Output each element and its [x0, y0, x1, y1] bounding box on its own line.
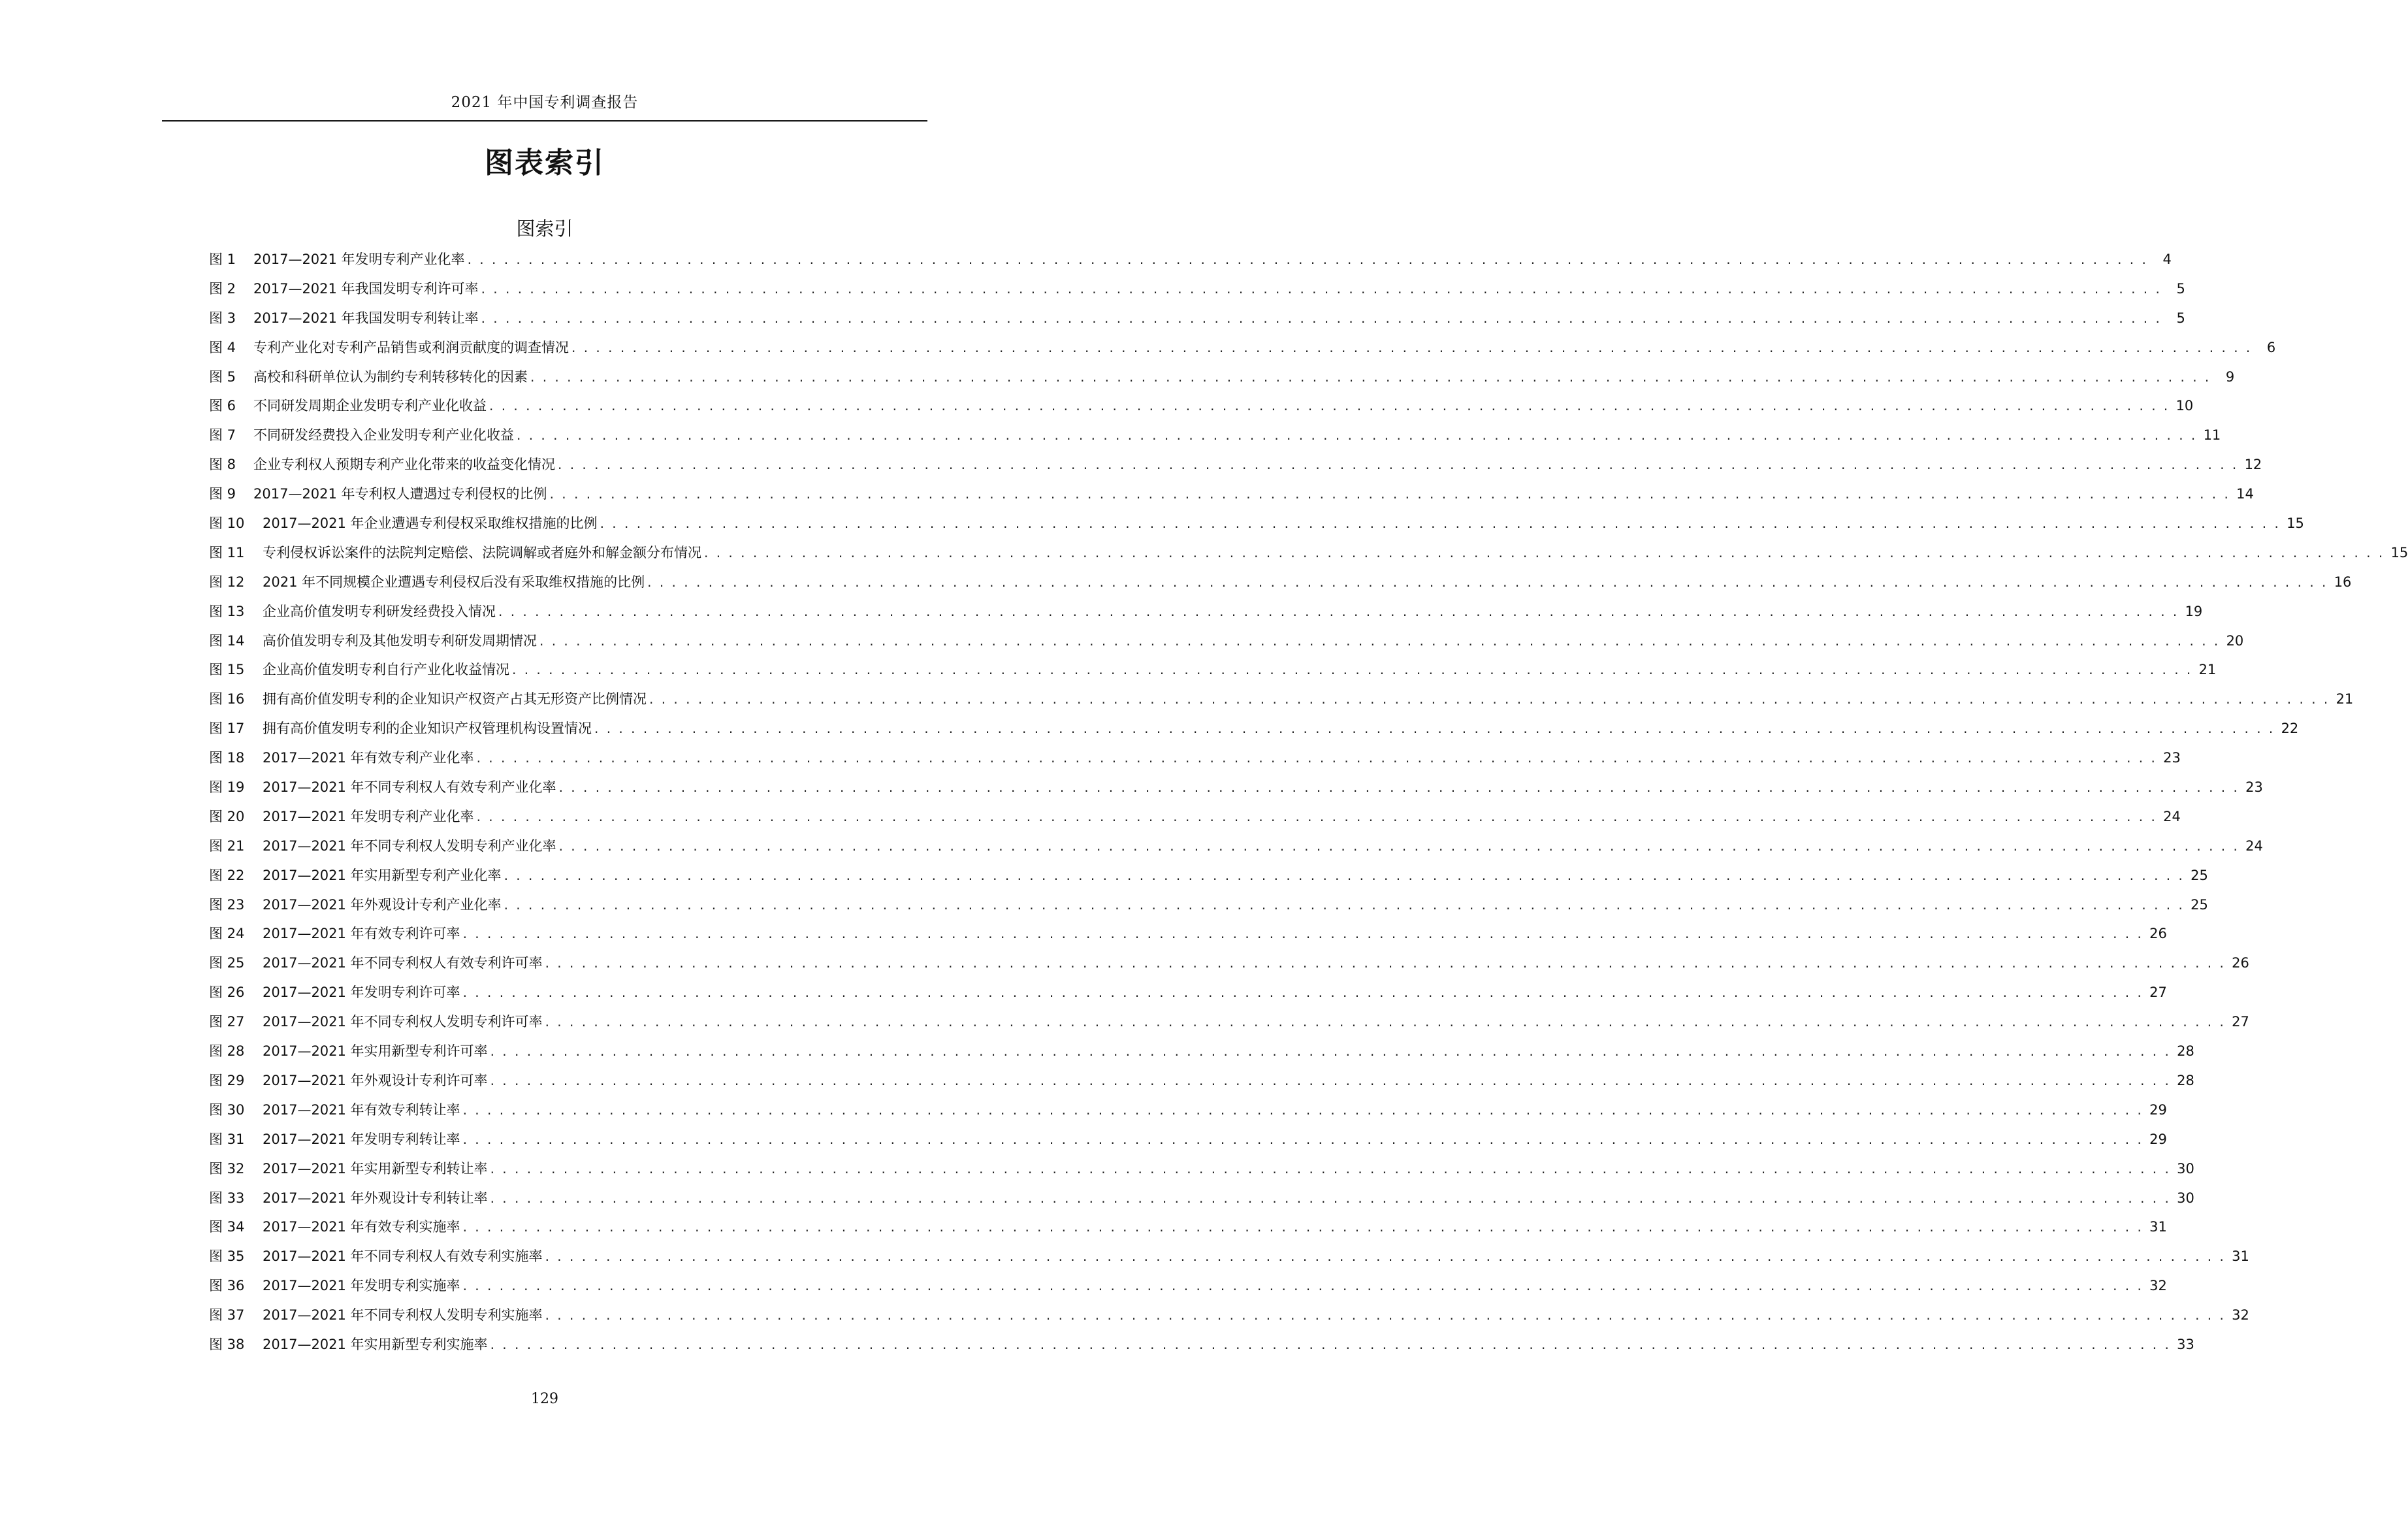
- toc-entry-label: 图 33: [209, 1190, 245, 1206]
- toc-entry-title[interactable]: 2017—2021 年发明专利转让率: [263, 1131, 460, 1147]
- dot-leader: [571, 333, 2252, 363]
- toc-entry[interactable]: [209, 391, 2194, 421]
- dot-leader: [545, 949, 2226, 978]
- toc-entry[interactable]: [209, 333, 2276, 363]
- toc-entry[interactable]: [209, 685, 2354, 714]
- toc-entry[interactable]: [209, 568, 2352, 597]
- toc-entry-title[interactable]: 拥有高价值发明专利的企业知识产权管理机构设置情况: [263, 721, 592, 737]
- toc-entry[interactable]: [209, 509, 2304, 538]
- dot-leader: [477, 743, 2157, 773]
- toc-entry-title[interactable]: 2017—2021 年我国发明专利许可率: [253, 280, 479, 297]
- dot-leader: [490, 1330, 2171, 1359]
- toc-entry-page[interactable]: 31: [2149, 1219, 2167, 1235]
- toc-entry-page[interactable]: 29: [2149, 1131, 2167, 1147]
- dot-leader: [600, 509, 2281, 538]
- toc-entry[interactable]: [209, 890, 2208, 920]
- toc-entry-page[interactable]: 21: [2198, 662, 2217, 678]
- dot-leader: [490, 1037, 2171, 1066]
- toc-entry-title[interactable]: 企业高价值发明专利研发经费投入情况: [263, 603, 496, 619]
- toc-entry[interactable]: [209, 1125, 2167, 1154]
- toc-entry[interactable]: [209, 1184, 2194, 1213]
- toc-entry-page[interactable]: 9: [2225, 368, 2235, 385]
- toc-entry[interactable]: [209, 363, 2235, 392]
- toc-entry-page[interactable]: 12: [2244, 457, 2262, 473]
- toc-entry-page[interactable]: 21: [2336, 691, 2354, 707]
- dot-leader: [512, 655, 2192, 685]
- dot-leader: [481, 304, 2162, 333]
- toc-entry-title[interactable]: 2017—2021 年实用新型专利实施率: [263, 1336, 488, 1352]
- dot-leader: [477, 802, 2157, 832]
- toc-entry-title[interactable]: 2017—2021 年发明专利许可率: [263, 984, 460, 1001]
- dot-leader: [545, 1301, 2226, 1330]
- toc-entry-title[interactable]: 2017—2021 年我国发明专利转让率: [253, 310, 479, 326]
- toc-entry-label: 图 35: [209, 1248, 245, 1265]
- dot-leader: [463, 1212, 2143, 1242]
- dot-leader: [489, 391, 2170, 421]
- toc-entry-page[interactable]: 20: [2226, 632, 2244, 649]
- toc-entry-page[interactable]: 32: [2232, 1307, 2249, 1324]
- toc-entry-page[interactable]: 27: [2232, 1014, 2249, 1030]
- toc-entry-label: 图 12: [209, 574, 245, 590]
- toc-entry[interactable]: [209, 655, 2217, 685]
- toc-entry-label: 图 8: [209, 457, 236, 473]
- dot-leader: [649, 685, 2330, 714]
- dot-leader: [558, 450, 2238, 480]
- dot-leader: [594, 714, 2275, 743]
- toc-entry-page[interactable]: 24: [2245, 837, 2263, 854]
- toc-entry[interactable]: [209, 245, 2172, 274]
- toc-entry-page[interactable]: 29: [2149, 1101, 2167, 1118]
- toc-entry-page[interactable]: 11: [2203, 427, 2221, 444]
- toc-entry-title[interactable]: 2017—2021 年企业遭遇专利侵权采取维权措施的比例: [263, 515, 598, 532]
- toc-entry-page[interactable]: 25: [2191, 896, 2208, 913]
- toc-entry-label: 图 16: [209, 691, 245, 707]
- section-title: 图索引: [516, 218, 573, 240]
- toc-entry-page[interactable]: 27: [2149, 984, 2167, 1001]
- toc-entry-title[interactable]: 2017—2021 年专利权人遭遇过专利侵权的比例: [253, 486, 547, 502]
- toc-entry-label: 图 6: [209, 398, 236, 414]
- toc-entry-title[interactable]: 2017—2021 年不同专利权人有效专利实施率: [263, 1248, 543, 1265]
- toc-entry-page[interactable]: 26: [2149, 926, 2167, 942]
- toc-entry[interactable]: [209, 1330, 2194, 1359]
- toc-entry-label: 图 20: [209, 808, 245, 824]
- dot-leader: [463, 1096, 2143, 1125]
- toc-entry-title[interactable]: 2017—2021 年实用新型专利许可率: [263, 1043, 488, 1060]
- toc-entry-title[interactable]: 2017—2021 年不同专利权人发明专利实施率: [263, 1307, 543, 1324]
- toc-entry-title[interactable]: 专利侵权诉讼案件的法院判定赔偿、法院调解或者庭外和解金额分布情况: [263, 544, 701, 561]
- toc-entry-title[interactable]: 2017—2021 年不同专利权人发明专利产业化率: [263, 837, 556, 854]
- toc-entry[interactable]: [209, 274, 2185, 304]
- toc-entry-label: 图 7: [209, 427, 236, 444]
- toc-entry-label: 图 30: [209, 1101, 245, 1118]
- toc-entry[interactable]: [209, 978, 2167, 1007]
- toc-entry-title[interactable]: 企业专利权人预期专利产业化带来的收益变化情况: [253, 457, 555, 473]
- toc-entry[interactable]: [209, 861, 2208, 890]
- toc-entry-label: 图 21: [209, 837, 245, 854]
- toc-entry-label: 图 13: [209, 603, 245, 619]
- toc-entry-label: 图 10: [209, 515, 245, 532]
- toc-entry-label: 图 9: [209, 486, 236, 502]
- toc-entry[interactable]: [209, 802, 2181, 832]
- toc-entry-label: 图 37: [209, 1307, 245, 1324]
- toc-entry-page[interactable]: 14: [2236, 486, 2254, 502]
- toc-entry[interactable]: [209, 743, 2181, 773]
- toc-entry-title[interactable]: 2017—2021 年发明专利实施率: [263, 1278, 460, 1294]
- toc-entry-title[interactable]: 2017—2021 年不同专利权人有效专利许可率: [263, 955, 543, 971]
- toc-entry[interactable]: [209, 538, 2408, 568]
- toc-entry[interactable]: [209, 1037, 2194, 1066]
- toc-entry-title[interactable]: 2017—2021 年实用新型专利产业化率: [263, 867, 502, 883]
- toc-entry-page[interactable]: 23: [2163, 750, 2181, 766]
- toc-entry-title[interactable]: 专利产业化对专利产品销售或利润贡献度的调查情况: [253, 339, 569, 355]
- toc-entry-label: 图 28: [209, 1043, 245, 1060]
- toc-entry-label: 图 1: [209, 252, 236, 267]
- toc-entry-label: 图 27: [209, 1014, 245, 1030]
- toc-entry[interactable]: [209, 304, 2185, 333]
- toc-entry[interactable]: [209, 714, 2299, 743]
- toc-entry-page[interactable]: 25: [2191, 867, 2208, 883]
- toc-entry[interactable]: [209, 480, 2254, 509]
- toc-entry[interactable]: [209, 1242, 2249, 1271]
- toc-entry-page[interactable]: 33: [2177, 1336, 2194, 1352]
- dot-leader: [463, 919, 2143, 949]
- toc-entry[interactable]: [209, 626, 2244, 656]
- toc-entry[interactable]: [209, 1301, 2249, 1330]
- toc-entry[interactable]: [209, 1007, 2249, 1037]
- toc-entry-page[interactable]: 15: [2287, 515, 2304, 532]
- page-title: 图表索引: [485, 146, 605, 180]
- toc-entry[interactable]: [209, 1271, 2167, 1301]
- toc-entry-label: 图 24: [209, 926, 245, 942]
- toc-entry-page[interactable]: 23: [2245, 779, 2263, 796]
- figure-index-list: [209, 245, 2408, 1359]
- dot-leader: [468, 245, 2148, 274]
- dot-leader: [545, 1242, 2226, 1271]
- toc-entry-label: 图 32: [209, 1160, 245, 1177]
- dot-leader: [517, 421, 2197, 450]
- toc-entry-label: 图 29: [209, 1072, 245, 1088]
- toc-entry-label: 图 23: [209, 896, 245, 913]
- dot-leader: [463, 1271, 2143, 1301]
- dot-leader: [550, 480, 2230, 509]
- toc-entry[interactable]: [209, 421, 2221, 450]
- dot-leader: [490, 1066, 2171, 1096]
- dot-leader: [545, 1007, 2226, 1037]
- toc-entry-title[interactable]: 拥有高价值发明专利的企业知识产权资产占其无形资产比例情况: [263, 691, 647, 707]
- toc-entry[interactable]: [209, 1154, 2194, 1184]
- toc-entry[interactable]: [209, 1066, 2194, 1096]
- toc-entry-title[interactable]: 企业高价值发明专利自行产业化收益情况: [263, 662, 509, 678]
- toc-entry-title[interactable]: 2017—2021 年实用新型专利转让率: [263, 1160, 488, 1177]
- toc-entry-page[interactable]: 24: [2163, 808, 2181, 824]
- dot-leader: [463, 978, 2143, 1007]
- toc-entry-title[interactable]: 2021 年不同规模企业遭遇专利侵权后没有采取维权措施的比例: [263, 574, 645, 590]
- toc-entry-title[interactable]: 2017—2021 年有效专利许可率: [263, 926, 460, 942]
- dot-leader: [504, 890, 2185, 920]
- toc-entry-title[interactable]: 2017—2021 年发明专利产业化率: [263, 808, 474, 824]
- toc-entry-label: 图 36: [209, 1278, 245, 1294]
- toc-entry-title[interactable]: 2017—2021 年外观设计专利许可率: [263, 1072, 488, 1088]
- toc-entry-label: 图 14: [209, 632, 245, 649]
- dot-leader: [647, 568, 2328, 597]
- toc-entry-title[interactable]: 不同研发经费投入企业发明专利产业化收益: [253, 427, 514, 444]
- toc-entry-label: 图 17: [209, 721, 245, 737]
- toc-entry-page[interactable]: 30: [2177, 1190, 2194, 1206]
- toc-entry-page[interactable]: 30: [2177, 1160, 2194, 1177]
- toc-entry-page[interactable]: 6: [2266, 339, 2276, 355]
- dot-leader: [559, 773, 2239, 802]
- toc-entry-label: 图 18: [209, 750, 245, 766]
- toc-entry-label: 图 34: [209, 1219, 245, 1235]
- toc-entry-label: 图 38: [209, 1336, 245, 1352]
- dot-leader: [498, 597, 2179, 626]
- toc-entry[interactable]: [209, 832, 2263, 861]
- toc-entry-page[interactable]: 31: [2232, 1248, 2249, 1265]
- toc-entry-page[interactable]: 28: [2177, 1072, 2194, 1088]
- toc-entry-label: 图 25: [209, 955, 245, 971]
- toc-entry-title[interactable]: 2017—2021 年外观设计专利转让率: [263, 1190, 488, 1206]
- dot-leader: [481, 274, 2162, 304]
- toc-entry-label: 图 3: [209, 310, 236, 326]
- toc-entry[interactable]: [209, 919, 2167, 949]
- toc-entry-title[interactable]: 2017—2021 年外观设计专利产业化率: [263, 896, 502, 913]
- toc-entry-label: 图 2: [209, 280, 236, 297]
- toc-entry-title[interactable]: 2017—2021 年有效专利转让率: [263, 1101, 460, 1118]
- dot-leader: [463, 1125, 2143, 1154]
- running-header: 2021 年中国专利调查报告: [451, 94, 639, 111]
- toc-entry-label: 图 19: [209, 779, 245, 796]
- toc-entry-page[interactable]: 19: [2185, 603, 2203, 619]
- toc-entry-title[interactable]: 高价值发明专利及其他发明专利研发周期情况: [263, 632, 537, 649]
- dot-leader: [530, 363, 2211, 392]
- header-rule: [162, 120, 927, 122]
- toc-entry[interactable]: [209, 450, 2262, 480]
- toc-entry-page[interactable]: 28: [2177, 1043, 2194, 1060]
- toc-entry-page[interactable]: 16: [2334, 574, 2352, 590]
- toc-entry-page[interactable]: 32: [2149, 1278, 2167, 1294]
- toc-entry-title[interactable]: 2017—2021 年不同专利权人有效专利产业化率: [263, 779, 556, 796]
- toc-entry[interactable]: [209, 949, 2249, 978]
- page-number: 129: [531, 1391, 558, 1407]
- toc-entry-label: 图 31: [209, 1131, 245, 1147]
- dot-leader: [704, 538, 2384, 568]
- toc-entry-title[interactable]: 不同研发周期企业发明专利产业化收益: [253, 398, 487, 414]
- dot-leader: [539, 626, 2220, 656]
- dot-leader: [490, 1184, 2171, 1213]
- toc-entry[interactable]: [209, 597, 2203, 626]
- toc-entry-page[interactable]: 10: [2175, 398, 2194, 414]
- toc-entry[interactable]: [209, 773, 2263, 802]
- toc-entry-page[interactable]: 26: [2232, 955, 2249, 971]
- toc-entry-title[interactable]: 2017—2021 年有效专利实施率: [263, 1219, 460, 1235]
- toc-entry-title[interactable]: 2017—2021 年有效专利产业化率: [263, 750, 474, 766]
- toc-entry-label: 图 4: [209, 339, 236, 355]
- toc-entry-page[interactable]: 15: [2390, 544, 2408, 561]
- toc-entry-page[interactable]: 4: [2162, 252, 2172, 267]
- toc-entry[interactable]: [209, 1096, 2167, 1125]
- toc-entry-title[interactable]: 高校和科研单位认为制约专利转移转化的因素: [253, 368, 528, 385]
- dot-leader: [559, 832, 2239, 861]
- toc-entry-page[interactable]: 5: [2176, 280, 2185, 297]
- toc-entry-page[interactable]: 22: [2281, 721, 2299, 737]
- toc-entry-label: 图 22: [209, 867, 245, 883]
- toc-entry[interactable]: [209, 1212, 2167, 1242]
- toc-entry-title[interactable]: 2017—2021 年发明专利产业化率: [253, 252, 465, 267]
- dot-leader: [490, 1154, 2171, 1184]
- toc-entry-label: 图 11: [209, 544, 245, 561]
- toc-entry-label: 图 26: [209, 984, 245, 1001]
- toc-entry-label: 图 5: [209, 368, 236, 385]
- dot-leader: [504, 861, 2185, 890]
- toc-entry-page[interactable]: 5: [2176, 310, 2185, 326]
- toc-entry-title[interactable]: 2017—2021 年不同专利权人发明专利许可率: [263, 1014, 543, 1030]
- toc-entry-label: 图 15: [209, 662, 245, 678]
